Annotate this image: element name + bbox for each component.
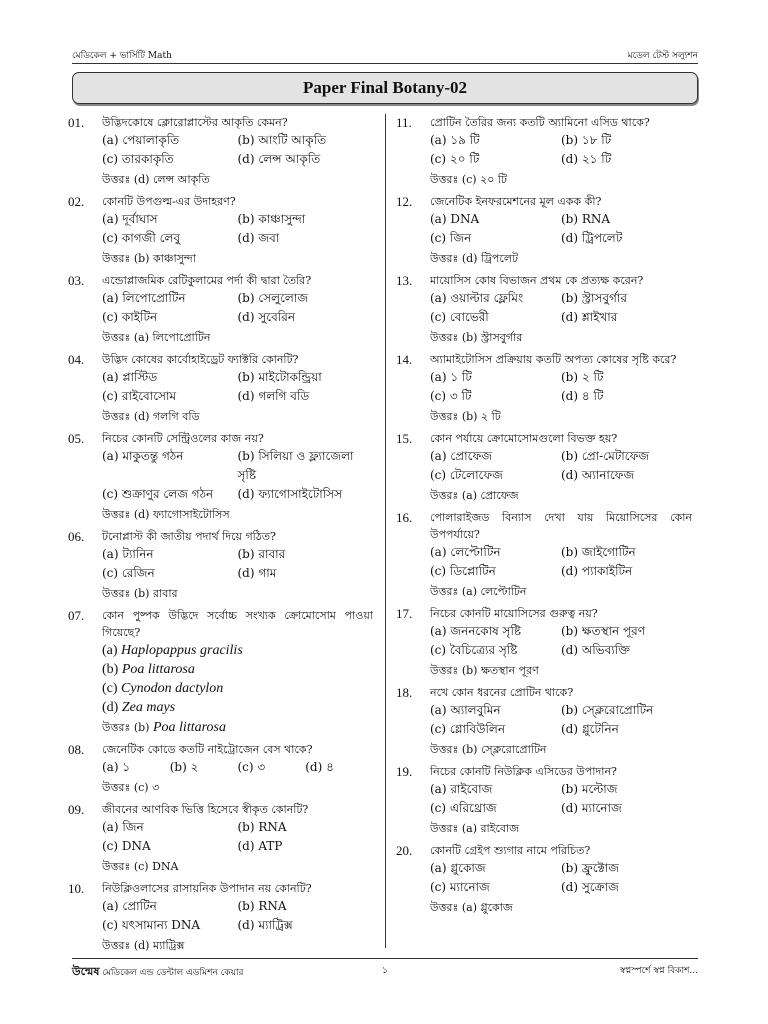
answer-line: উত্তরঃ (d) লেন্স আকৃতি — [102, 173, 210, 186]
question-item — [68, 430, 373, 525]
option: (a) রাইবোজ — [430, 782, 493, 796]
option: (d) ট্রিপলেট — [561, 231, 623, 245]
answer-line: উত্তরঃ (c) DNA — [102, 860, 179, 873]
option: (b) সেলুলোজ — [237, 291, 309, 305]
answer-line: উত্তরঃ (b) রাবার — [102, 587, 178, 600]
question-line — [396, 842, 692, 859]
question-line — [396, 351, 692, 368]
option: (a) ওয়াল্টার ফ্লেমিং — [430, 291, 524, 305]
option — [102, 679, 373, 698]
question-text: প্রোটিন তৈরির জন্য কতটি অ্যামিনো এসিড থাকে? — [430, 116, 650, 129]
question-line — [68, 351, 373, 368]
question-line — [68, 880, 373, 897]
option: (c) রাইবোসোম — [102, 389, 177, 403]
footer-left — [72, 963, 243, 982]
question-item — [396, 842, 692, 918]
option: (c) টেলোফেজ — [430, 468, 503, 482]
option — [102, 641, 373, 660]
option: (c) তারকাকৃতি — [102, 152, 174, 166]
options-grid — [396, 859, 692, 897]
options-grid — [68, 758, 373, 777]
question-text: জেনেটিক কোডে কতটি নাইট্রোজেন বেস থাকে? — [102, 743, 313, 756]
question-line — [68, 528, 373, 545]
question-item — [396, 351, 692, 427]
question-text: টনোপ্লাস্ট কী জাতীয় পদার্থ দিয়ে গঠিত? — [102, 530, 276, 543]
option: (d) শ্লাইখার — [561, 310, 618, 324]
question-text: মায়োসিস কোষ বিভাজন প্রথম কে প্রত্যক্ষ করেন? — [430, 274, 644, 287]
options-grid — [396, 780, 692, 818]
answer-line: উত্তরঃ (a) রাইবোজ — [430, 822, 520, 835]
option — [102, 698, 373, 717]
question-number: 12. — [396, 194, 413, 209]
option: (d) জবা — [237, 231, 280, 245]
option: (b) আংটি আকৃতি — [237, 133, 327, 147]
question-item — [68, 193, 373, 269]
header-left-text: মেডিকেল + ভার্সিটি Math — [72, 51, 172, 61]
option: (a) জননকোষ সৃষ্টি — [430, 624, 522, 638]
page-footer — [72, 960, 698, 980]
right-column — [396, 114, 692, 921]
option: (c) এরিথ্রোজ — [430, 801, 497, 815]
option: (d) গাম — [237, 566, 277, 580]
options-grid — [68, 545, 373, 583]
option: (c) ডিপ্লোটিন — [430, 564, 496, 578]
option-letter: (a) — [102, 643, 122, 658]
question-text: জেনেটিক ইনফরমেশনের মূল একক কী? — [430, 195, 602, 208]
question-number: 07. — [68, 608, 85, 623]
question-number: 09. — [68, 802, 85, 817]
options-grid — [396, 289, 692, 327]
option: (c) শুক্রাণুর লেজ গঠন — [102, 487, 214, 501]
option: (b) স্ক্লেরোপ্রোটিন — [561, 703, 654, 717]
option: (c) গ্লোবিউলিন — [430, 722, 506, 736]
option-scientific-name: Zea mays — [121, 700, 176, 715]
question-line — [396, 272, 692, 289]
question-line — [396, 684, 692, 701]
answer-line: উত্তরঃ (b) ক্ষতস্থান পূরণ — [430, 664, 539, 677]
question-line — [396, 509, 692, 543]
question-number: 15. — [396, 431, 413, 446]
option: (d) গ্লুটেনিন — [561, 722, 619, 736]
question-item — [68, 528, 373, 604]
left-column — [68, 114, 373, 959]
options-grid — [68, 131, 373, 169]
answer-line: উত্তরঃ (d) ফ্যাগোসাইটোসিস — [102, 508, 230, 521]
question-number: 06. — [68, 529, 85, 544]
option: (b) প্রো-মেটাফেজ — [561, 449, 650, 463]
question-item — [396, 430, 692, 506]
option: (a) ১ — [102, 760, 131, 774]
question-item — [68, 741, 373, 798]
question-text: উদ্ভিদ কোষের কার্বোহাইড্রেট ফ্যাক্টরি কোনটি? — [102, 353, 299, 366]
option: (b) ফ্রুক্টোজ — [561, 861, 619, 875]
question-number: 17. — [396, 606, 413, 621]
option: (b) ক্ষতস্থান পূরণ — [561, 624, 645, 638]
header-rule — [72, 63, 698, 64]
option: (c) কাইটিন — [102, 310, 158, 324]
answer-line: উত্তরঃ (b) ২ টি — [430, 410, 501, 423]
option: (c) ৩ টি — [430, 389, 472, 403]
question-number: 11. — [396, 115, 412, 130]
question-item — [396, 684, 692, 760]
question-line — [68, 801, 373, 818]
question-item — [396, 605, 692, 681]
option: (b) স্ট্রাসবুর্গার — [561, 291, 627, 305]
question-item — [68, 351, 373, 427]
answer-line: উত্তরঃ (c) ২০ টি — [430, 173, 508, 186]
option: (d) সুক্রোজ — [561, 880, 619, 894]
option-scientific-name: Poa littarosa — [121, 662, 195, 677]
option: (c) যৎসামান্য DNA — [102, 918, 201, 932]
options-list — [68, 641, 373, 717]
question-number: 20. — [396, 843, 413, 858]
question-item — [396, 114, 692, 190]
question-text: কোনটি গ্রেইপ শ্যুগার নামে পরিচিত? — [430, 844, 591, 857]
option: (b) সিলিয়া ও ফ্ল্যাজেলা সৃষ্টি — [237, 449, 354, 482]
option: (a) লেপ্টোটিন — [430, 545, 501, 559]
question-line — [396, 114, 692, 131]
option: (d) সুবেরিন — [237, 310, 295, 324]
page-title: Paper Final Botany-02 — [302, 78, 468, 97]
header-right-text: মডেল টেস্ট সল্যুশন — [627, 51, 698, 61]
option — [102, 660, 373, 679]
option: (d) ম্যানোজ — [561, 801, 622, 815]
option: (a) ট্যানিন — [102, 547, 154, 561]
question-number: 08. — [68, 742, 85, 757]
question-line — [68, 430, 373, 447]
question-text: কোনটি উপগুল্ম-এর উদাহরণ? — [102, 195, 236, 208]
question-line — [396, 605, 692, 622]
option: (b) ২ — [169, 760, 199, 774]
question-text: নিচের কোনটি মায়োসিসের গুরুত্ব নয়? — [430, 607, 598, 620]
option: (a) ১ টি — [430, 370, 472, 384]
option: (b) জাইগোটিন — [561, 545, 636, 559]
option: (a) ১৯ টি — [430, 133, 480, 147]
answer-line: উত্তরঃ (c) ৩ — [102, 781, 160, 794]
question-line — [68, 272, 373, 289]
options-grid — [396, 131, 692, 169]
question-number: 14. — [396, 352, 413, 367]
footer-right-text: স্বপ্নস্পর্শে স্বপ্ন বিকাশ... — [619, 966, 698, 976]
options-grid — [396, 543, 692, 581]
options-grid — [68, 818, 373, 856]
option: (c) ২০ টি — [430, 152, 480, 166]
question-item — [396, 509, 692, 602]
option: (a) অ্যালবুমিন — [430, 703, 501, 717]
answer-prefix: উত্তরঃ (b) — [102, 721, 153, 734]
options-grid — [68, 447, 373, 504]
question-text: জীবনের আণবিক ভিত্তি হিসেবে স্বীকৃত কোনটি? — [102, 803, 309, 816]
option-scientific-name: Haplopappus gracilis — [121, 643, 243, 658]
option: (a) প্রোটিন — [102, 899, 157, 913]
answer-line: উত্তরঃ (d) গলগি বডি — [102, 410, 200, 423]
question-item — [68, 880, 373, 956]
question-line — [68, 607, 373, 641]
answer-scientific-name: Poa littarosa — [152, 720, 226, 735]
option: (c) বৈচিত্র্যের সৃষ্টি — [430, 643, 518, 657]
option: (c) কাগজী লেবু — [102, 231, 181, 245]
option: (b) রাবার — [237, 547, 286, 561]
question-line — [68, 193, 373, 210]
option: (d) প্যাকাইটিন — [561, 564, 633, 578]
options-grid — [68, 368, 373, 406]
question-text: অ্যামাইটোসিস প্রক্রিয়ায় কতটি অপত্য কোষের সৃষ্টি করে? — [430, 353, 677, 366]
options-grid — [68, 210, 373, 248]
column-divider — [385, 114, 386, 948]
option: (d) অভিব্যক্তি — [561, 643, 630, 657]
question-text: কোন পুষ্পক উদ্ভিদে সর্বোচ্চ সংখ্যক ক্রোমোসোম পাওয়া গিয়েছে? — [102, 609, 373, 639]
question-item — [396, 272, 692, 348]
option: (b) RNA — [237, 899, 287, 913]
option: (d) ম্যাট্রিক্স — [237, 918, 293, 932]
option: (a) পেয়ালাকৃতি — [102, 133, 180, 147]
option: (a) দূর্বাঘাস — [102, 212, 158, 226]
option-letter: (b) — [102, 662, 122, 677]
option: (b) ২ টি — [561, 370, 604, 384]
question-item — [68, 114, 373, 190]
footer-left-text: মেডিকেল এন্ড ডেন্টাল এডমিশন কেয়ার — [102, 968, 244, 978]
option-letter: (c) — [102, 681, 122, 696]
option: (c) ম্যানোজ — [430, 880, 490, 894]
question-number: 18. — [396, 685, 413, 700]
answer-line: উত্তরঃ (a) লেপ্টোটিন — [430, 585, 527, 598]
option: (d) অ্যানাফেজ — [561, 468, 635, 482]
question-text: নিচের কোনটি নিউক্লিক এসিডের উপাদান? — [430, 765, 617, 778]
option: (c) DNA — [102, 839, 151, 853]
option: (d) ATP — [237, 839, 283, 853]
option: (d) ৪ টি — [561, 389, 604, 403]
question-number: 05. — [68, 431, 85, 446]
answer-line: উত্তরঃ (a) লিপোপ্রোটিন — [102, 331, 211, 344]
answer-line — [68, 717, 373, 738]
question-line — [396, 430, 692, 447]
question-text: কোন পর্যায়ে ক্রোমোসোমগুলো বিভক্ত হয়? — [430, 432, 618, 445]
option: (d) ২১ টি — [561, 152, 612, 166]
option: (a) জিন — [102, 820, 144, 834]
question-text: নিউক্লিওলাসের রাসায়নিক উপাদান নয় কোনটি? — [102, 882, 312, 895]
answer-line: উত্তরঃ (d) ট্রিপলেট — [430, 252, 519, 265]
footer-brand: উন্মেষ — [72, 965, 100, 978]
options-grid — [68, 897, 373, 935]
answer-line: উত্তরঃ (b) স্ট্রাসবুর্গার — [430, 331, 523, 344]
question-number: 10. — [68, 881, 85, 896]
option: (a) প্রোফেজ — [430, 449, 492, 463]
question-text: নিচের কোনটি সেন্ট্রিওলের কাজ নয়? — [102, 432, 264, 445]
options-grid — [396, 210, 692, 248]
options-grid — [396, 622, 692, 660]
question-number: 13. — [396, 273, 413, 288]
title-banner — [72, 72, 698, 104]
answer-line: উত্তরঃ (b) কাঞ্চাসুন্দা — [102, 252, 196, 265]
question-text: নখে কোন ধরনের প্রোটিন থাকে? — [430, 686, 574, 699]
option: (c) জিন — [430, 231, 472, 245]
footer-rule — [72, 958, 698, 959]
question-line — [396, 193, 692, 210]
option: (a) প্লাস্টিড — [102, 370, 158, 384]
question-line — [396, 763, 692, 780]
option-scientific-name: Cynodon dactylon — [121, 681, 224, 696]
option: (b) RNA — [561, 212, 611, 226]
question-number: 01. — [68, 115, 85, 130]
question-number: 02. — [68, 194, 85, 209]
option: (d) ফ্যাগোসাইটোসিস — [237, 487, 343, 501]
options-grid — [396, 447, 692, 485]
question-item — [396, 193, 692, 269]
option: (a) মাকুতন্তু গঠন — [102, 449, 184, 463]
option: (b) RNA — [237, 820, 287, 834]
question-number: 04. — [68, 352, 85, 367]
question-number: 03. — [68, 273, 85, 288]
option: (a) লিপোপ্রোটিন — [102, 291, 186, 305]
option: (a) DNA — [430, 212, 480, 226]
page-header — [72, 44, 698, 62]
question-item — [68, 272, 373, 348]
options-grid — [68, 289, 373, 327]
answer-line: উত্তরঃ (d) ম্যাট্রিক্স — [102, 939, 185, 952]
option: (d) ৪ — [305, 760, 334, 774]
option: (d) গলগি বডি — [237, 389, 310, 403]
answer-line: উত্তরঃ (a) প্রোফেজ — [430, 489, 519, 502]
option: (b) মাইটোকন্ড্রিয়া — [237, 370, 322, 384]
option: (b) ১৮ টি — [561, 133, 612, 147]
question-number: 19. — [396, 764, 413, 779]
page-number: ১ — [382, 966, 388, 976]
question-text: পোলারাইজড বিন্যাস দেখা যায় মিয়োসিসের কোন উপপর্যায়ে? — [430, 511, 692, 541]
question-line — [68, 114, 373, 131]
question-item — [68, 801, 373, 877]
option: (c) রেজিন — [102, 566, 155, 580]
option: (c) বোভেরী — [430, 310, 489, 324]
question-line — [68, 741, 373, 758]
options-grid — [396, 368, 692, 406]
option: (a) গ্লুকোজ — [430, 861, 486, 875]
options-grid — [396, 701, 692, 739]
answer-line: উত্তরঃ (a) গ্লুকোজ — [430, 901, 513, 914]
option: (c) ৩ — [237, 760, 266, 774]
option-letter: (d) — [102, 700, 122, 715]
option: (b) মল্টোজ — [561, 782, 618, 796]
question-item — [68, 607, 373, 738]
question-text: এন্ডোপ্লাজমিক রেটিকুলামের পর্দা কী দ্বারা তৈরি? — [102, 274, 312, 287]
option: (b) কাঞ্চাসুন্দা — [237, 212, 306, 226]
question-number: 16. — [396, 510, 413, 525]
question-item — [396, 763, 692, 839]
answer-line: উত্তরঃ (b) স্ক্লেরোপ্রোটিন — [430, 743, 547, 756]
option: (d) লেন্স আকৃতি — [237, 152, 321, 166]
question-text: উদ্ভিদকোষে ক্লোরোপ্লাস্টের আকৃতি কেমন? — [102, 116, 288, 129]
